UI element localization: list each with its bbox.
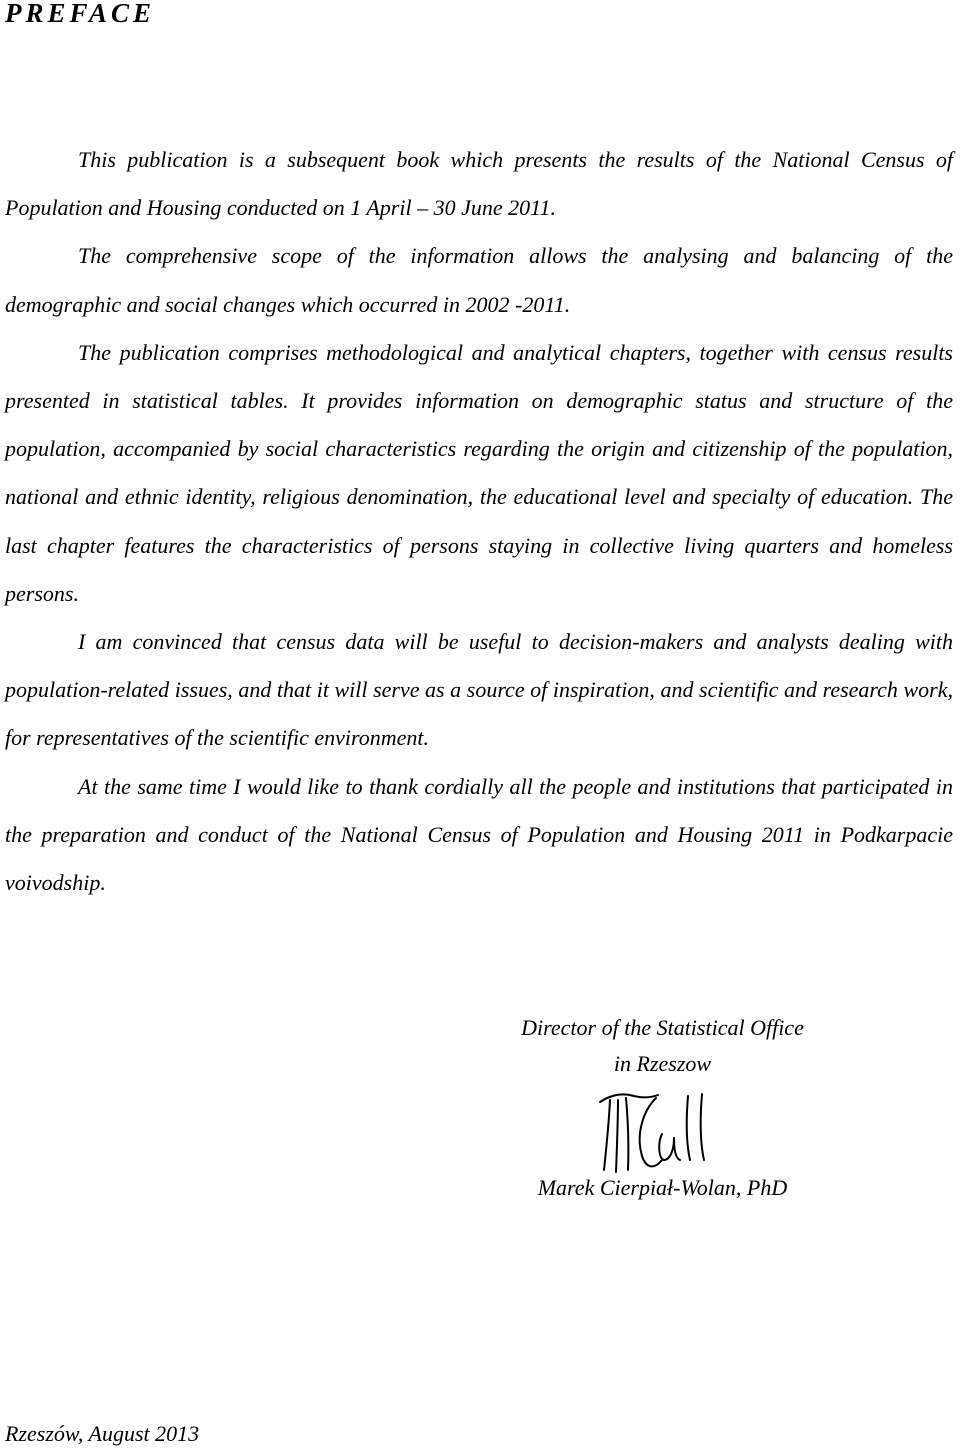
preface-body [5,136,953,907]
signatory-title-line-1: Director of the Statistical Office [521,1015,804,1040]
paragraph-4: I am convinced that census data will be useful to decision-makers and analysts dealing with population-related issues, and that it will serve as a source of inspiration, and scientific and research work, for representatives of the scientific environment. [5,629,953,751]
signatory-name: Marek Cierpiał-Wolan, PhD [537,1175,788,1200]
paragraph-5: At the same time I would like to thank cordially all the people and institutions that participated in the preparation and conduct of the National Census of Population and Housing 2011 in Podkarpacie voivodship. [5,773,953,896]
signatory-title [470,1010,855,1082]
handwritten-signature [598,1090,728,1175]
page-title: PREFACE [5,0,156,28]
paragraph-2: The comprehensive scope of the information allows the analysing and balancing of the demographic and social changes which occurred in 2002 -2011. [5,243,953,317]
place-and-date: Rzeszów, August 2013 [5,1421,200,1446]
paragraph-1: This publication is a subsequent book which presents the results of the National Census of Population and Housing conducted on 1 April – 30 June 2011. [5,147,953,221]
paragraph-3: The publication comprises methodological and analytical chapters, together with census results presented in statistical tables. It provides information on demographic status and structure of the population, accompanied by social characteristics regarding the origin and citizenship of the population, national and ethnic identity, religious denomination, the educational level and specialty of education. The last chapter features the characteristics of persons staying in collective living quarters and homeless persons. [5,339,953,606]
signatory-title-line-2: in Rzeszow [613,1051,712,1076]
